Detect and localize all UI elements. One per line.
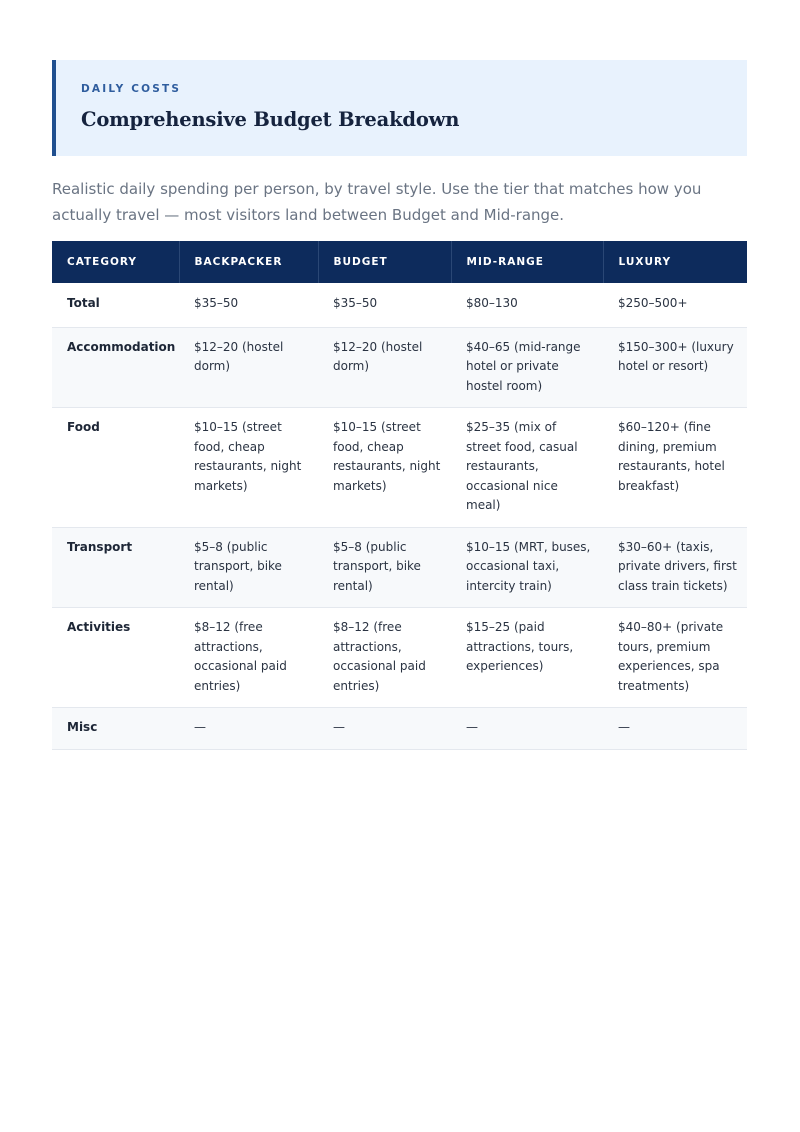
column-header-backpacker: BACKPACKER — [179, 241, 318, 283]
table-body — [52, 283, 747, 749]
row-category-cell: Food — [52, 408, 179, 528]
row-category-cell: Accommodation — [52, 327, 179, 408]
row-category-cell: Transport — [52, 527, 179, 608]
table-row-misc — [52, 708, 747, 750]
column-header-budget: BUDGET — [318, 241, 451, 283]
table-cell: $5–8 (public transport, bike rental) — [179, 527, 318, 608]
table-cell: $60–120+ (fine dining, premium restaurants, hotel breakfast) — [603, 408, 747, 528]
column-header-luxury: LUXURY — [603, 241, 747, 283]
page-title: Comprehensive Budget Breakdown — [81, 108, 460, 131]
table-cell: $8–12 (free attractions, occasional paid entries) — [318, 608, 451, 708]
table-cell: $10–15 (street food, cheap restaurants, night markets) — [179, 408, 318, 528]
table-cell: $10–15 (MRT, buses, occasional taxi, intercity train) — [451, 527, 603, 608]
table-header — [52, 241, 747, 283]
table-cell: $150–300+ (luxury hotel or resort) — [603, 327, 747, 408]
table-cell: $40–80+ (private tours, premium experiences, spa treatments) — [603, 608, 747, 708]
table-cell: $12–20 (hostel dorm) — [318, 327, 451, 408]
table-cell: $8–12 (free attractions, occasional paid entries) — [179, 608, 318, 708]
budget-table — [52, 241, 747, 750]
table-cell: — — [603, 708, 747, 750]
table-cell: $35–50 — [179, 283, 318, 327]
table-cell: $30–60+ (taxis, private drivers, first class train tickets) — [603, 527, 747, 608]
section-header-card — [52, 60, 747, 156]
table-header-row — [52, 241, 747, 283]
table-cell: $40–65 (mid-range hotel or private hostel room) — [451, 327, 603, 408]
table-cell: $25–35 (mix of street food, casual restaurants, occasional nice meal) — [451, 408, 603, 528]
row-category-cell: Total — [52, 283, 179, 327]
table-cell: — — [318, 708, 451, 750]
table-cell: $250–500+ — [603, 283, 747, 327]
intro-paragraph: Realistic daily spending per person, by travel style. Use the tier that matches how you actually travel — most visitors land between Budget and Mid-range. — [52, 180, 702, 224]
table-row-transport — [52, 527, 747, 608]
table-cell: $10–15 (street food, cheap restaurants, night markets) — [318, 408, 451, 528]
table-row-food — [52, 408, 747, 528]
table-cell: $5–8 (public transport, bike rental) — [318, 527, 451, 608]
row-category-cell: Activities — [52, 608, 179, 708]
table-row-total — [52, 283, 747, 327]
table-cell: $12–20 (hostel dorm) — [179, 327, 318, 408]
section-eyebrow: DAILY COSTS — [81, 83, 182, 95]
column-header-category: CATEGORY — [52, 241, 179, 283]
table-row-activities — [52, 608, 747, 708]
row-category-cell: Misc — [52, 708, 179, 750]
table-cell: — — [451, 708, 603, 750]
table-cell: $80–130 — [451, 283, 603, 327]
table-cell: — — [179, 708, 318, 750]
table-cell: $35–50 — [318, 283, 451, 327]
table-row-accommodation — [52, 327, 747, 408]
table-cell: $15–25 (paid attractions, tours, experiences) — [451, 608, 603, 708]
column-header-mid-range: MID-RANGE — [451, 241, 603, 283]
